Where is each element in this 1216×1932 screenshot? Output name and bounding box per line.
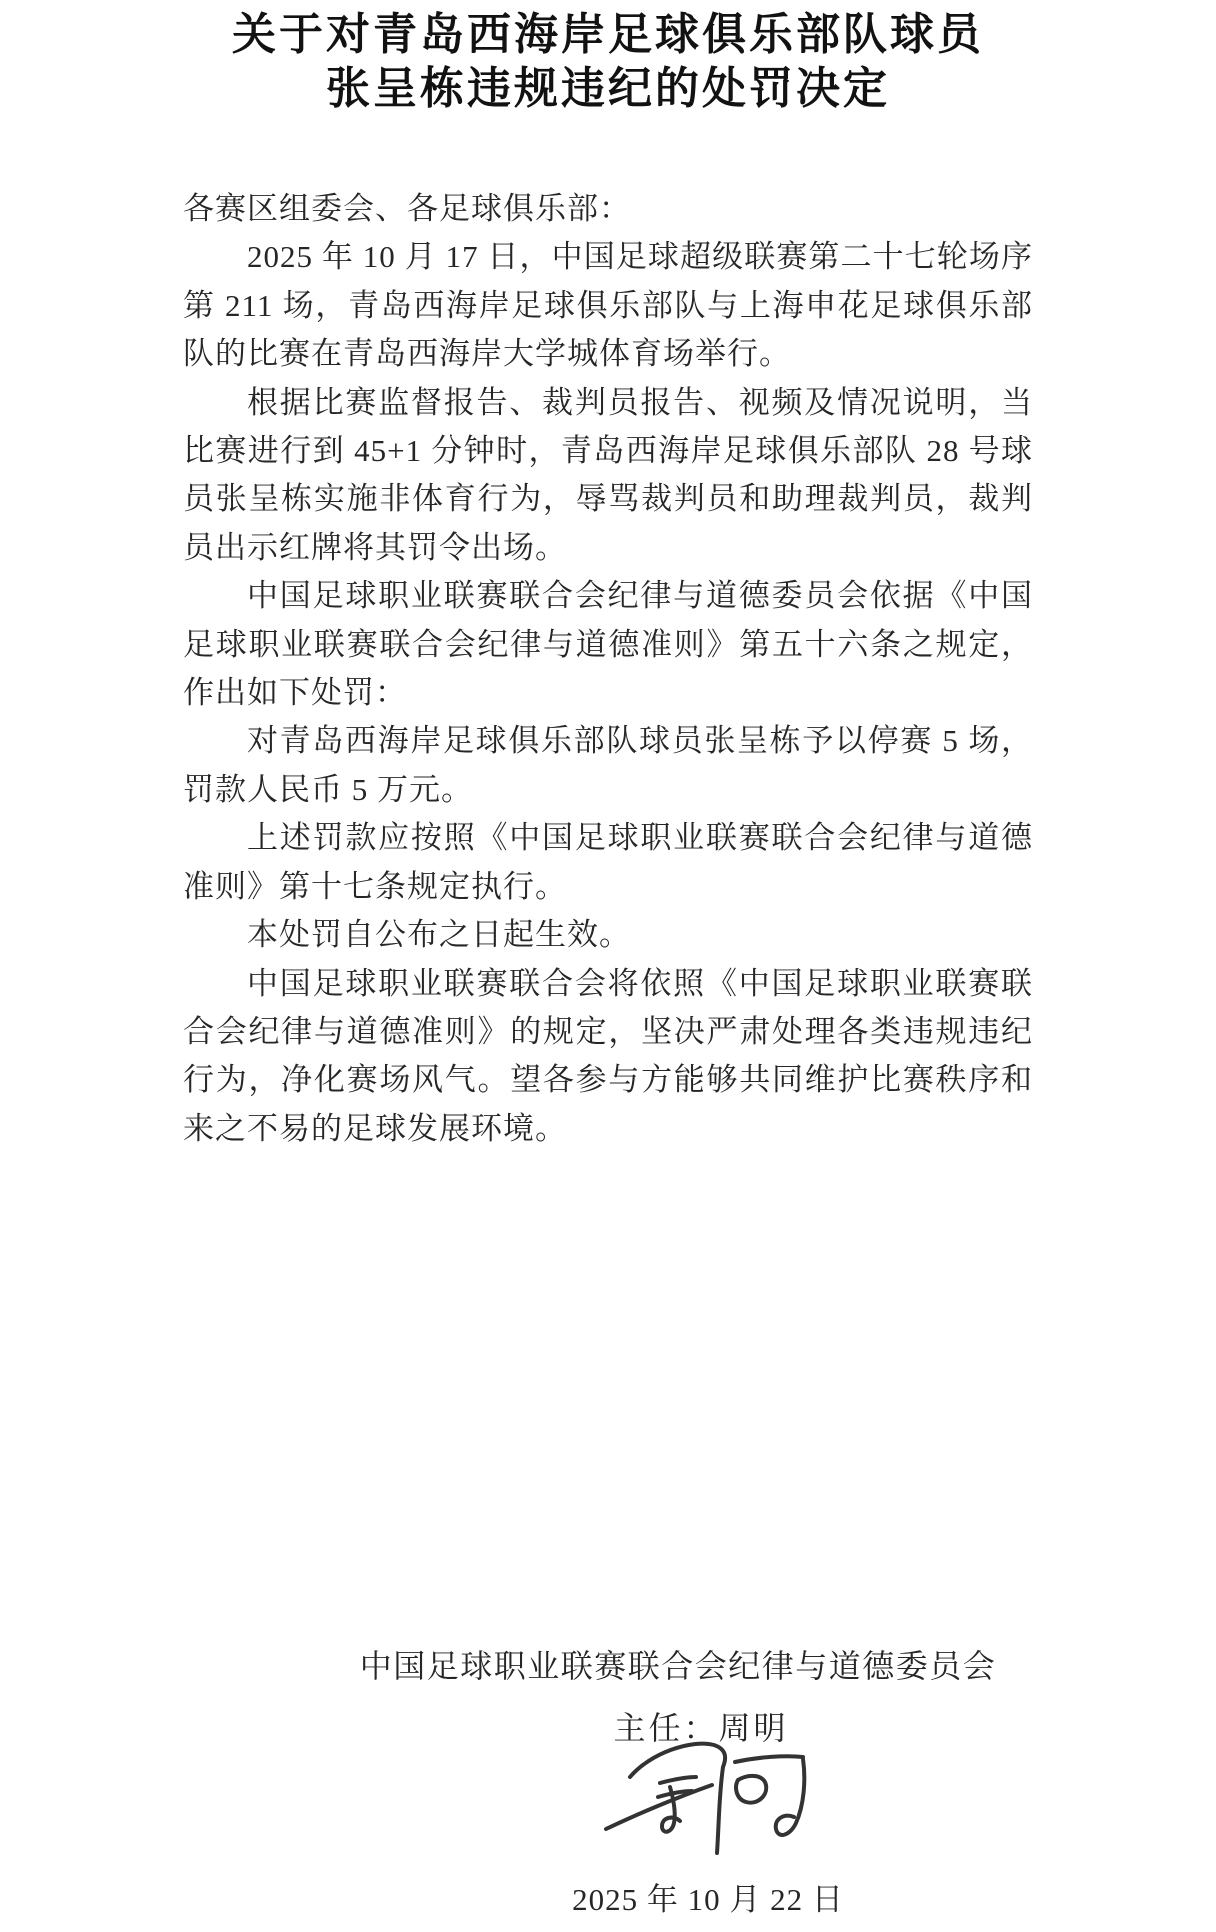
body-line: 比赛进行到 45+1 分钟时，青岛西海岸足球俱乐部队 28 号球	[183, 433, 1033, 469]
document-title-line-2: 张呈栋违规违纪的处罚决定	[326, 64, 890, 113]
handwritten-signature-icon	[600, 1735, 830, 1865]
body-paragraph	[183, 814, 1033, 911]
body-paragraph	[183, 911, 1033, 959]
body-paragraph	[183, 233, 1033, 378]
body-paragraph	[183, 379, 1033, 573]
body-line: 第 211 场，青岛西海岸足球俱乐部队与上海申花足球俱乐部	[183, 287, 1033, 323]
body-line: 根据比赛监督报告、裁判员报告、视频及情况说明，当	[247, 384, 1033, 420]
body-line: 员张呈栋实施非体育行为，辱骂裁判员和助理裁判员，裁判	[183, 481, 1033, 517]
body-line: 对青岛西海岸足球俱乐部队球员张呈栋予以停赛 5 场，	[247, 723, 1033, 759]
document-title-line-1: 关于对青岛西海岸足球俱乐部队球员	[232, 10, 984, 59]
issuer-line: 中国足球职业联赛联合会纪律与道德委员会	[359, 1648, 997, 1684]
body-paragraph	[183, 572, 1033, 717]
body-paragraph	[183, 717, 1033, 814]
date-line: 2025 年 10 月 22 日	[572, 1882, 844, 1917]
salutation: 各赛区组委会、各足球俱乐部：	[183, 191, 631, 226]
body-line: 准则》第十七条规定执行。	[183, 868, 567, 904]
body-line: 行为，净化赛场风气。望各参与方能够共同维护比赛秩序和	[183, 1062, 1033, 1098]
body-line: 本处罚自公布之日起生效。	[247, 917, 631, 953]
body-line: 2025 年 10 月 17 日，中国足球超级联赛第二十七轮场序	[247, 239, 1033, 275]
body-line: 作出如下处罚：	[183, 675, 407, 711]
body-line: 中国足球职业联赛联合会将依照《中国足球职业联赛联	[247, 965, 1033, 1001]
body-line: 合会纪律与道德准则》的规定，坚决严肃处理各类违规违纪	[183, 1013, 1033, 1049]
body-line: 中国足球职业联赛联合会纪律与道德委员会依据《中国	[247, 578, 1033, 614]
body-line: 员出示红牌将其罚令出场。	[183, 529, 567, 565]
document-body	[183, 185, 1033, 1153]
document-title	[0, 8, 1216, 116]
body-line: 来之不易的足球发展环境。	[183, 1110, 567, 1146]
signer-line: 主任：周明	[613, 1710, 789, 1746]
body-line: 队的比赛在青岛西海岸大学城体育场举行。	[183, 336, 791, 372]
body-line: 上述罚款应按照《中国足球职业联赛联合会纪律与道德	[247, 820, 1033, 856]
body-line: 罚款人民币 5 万元。	[183, 771, 473, 807]
body-paragraphs	[183, 233, 1033, 1153]
body-paragraph	[183, 960, 1033, 1154]
body-line: 足球职业联赛联合会纪律与道德准则》第五十六条之规定，	[183, 626, 1033, 662]
